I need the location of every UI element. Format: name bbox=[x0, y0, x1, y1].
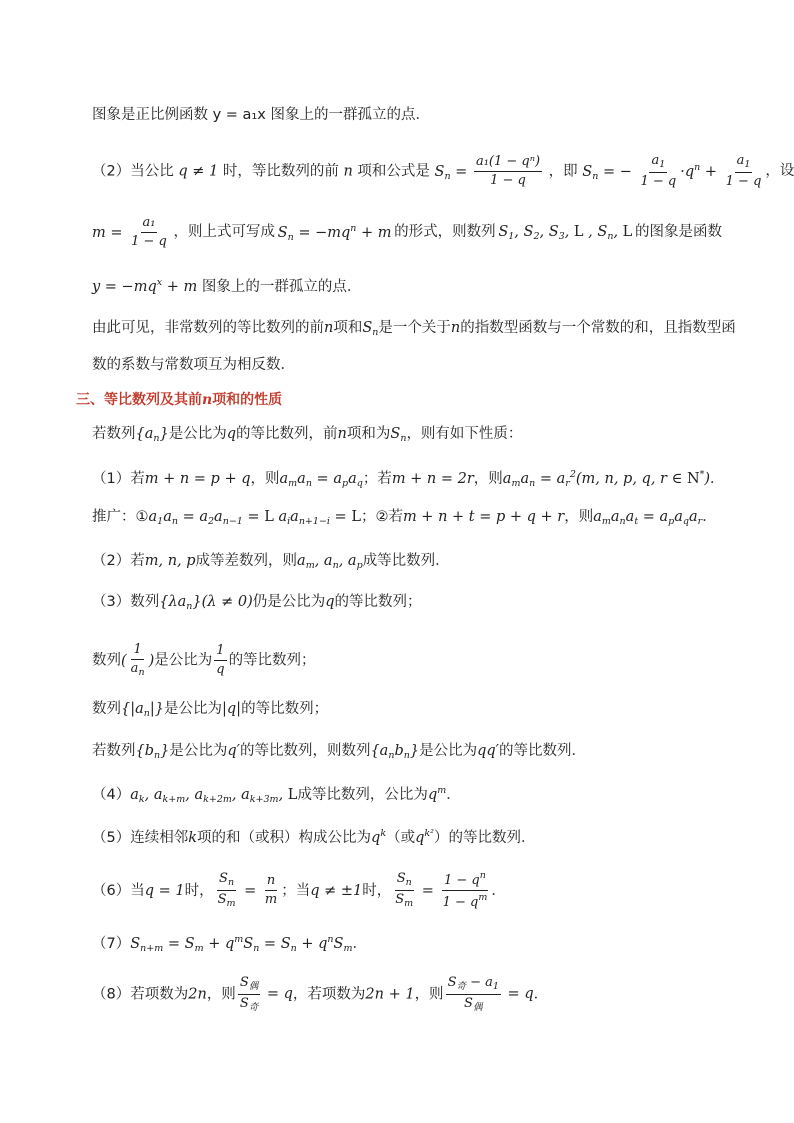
l3-a: ，则上式可写成 bbox=[173, 224, 276, 241]
property-7: $(7)S_{n+m} = S_m + q^mS_n = S_n + q^nS_m$． bbox=[92, 934, 367, 954]
sum-formula: $S_n$ = $\frac{\text{a₁(1 − qⁿ)}}{1 - q}$ bbox=[434, 153, 541, 189]
generalization: 推广：$①a_1a_n = a_2a_{n-1} = L$ $a_ia_{n+1-i} = L$；②若m + n + t = p + q + r，则$a_ma_na_t = a_pa_qa_r$． bbox=[92, 509, 717, 527]
property-6: （6）当q = 1时， $\frac{S_n}{S_m}$ = $\frac{n}{m}$ ；当q ≠ ±1时， $\frac{S_n}{S_m}$ = $\frac{1 - q^n}{1 - q^m}$ ． bbox=[92, 870, 506, 911]
text-line-4 bbox=[92, 277, 722, 296]
l2-a: （2）当公比 bbox=[92, 163, 174, 180]
l3-c: 的图象是函数 bbox=[634, 224, 722, 241]
l5-b: 项和 bbox=[333, 320, 363, 336]
l2-d: ，即 bbox=[548, 163, 578, 180]
property-3-reciprocal: 数列( $\frac{1}{a_n}$ )是公比为 $\frac{1}{q}$ 的等比数列； bbox=[92, 642, 316, 679]
property-1: （1）若m + n = p + q，则$a_ma_n = a_pa_q$；若m + n = 2r，则$a_ma_n = a_r^2(m$, n, p, q, r ∈ N*)． bbox=[92, 469, 725, 489]
l3-b: 的形式，则数列 bbox=[394, 224, 496, 241]
property-3: （3）数列$\{\lambda a_n\}(\lambda \ne 0)$仍是公比为q的等比数列； bbox=[92, 594, 422, 612]
l5-d: 的指数型函数与一个常数的和，且指数型函 bbox=[460, 320, 736, 336]
text-line-3 bbox=[92, 215, 722, 251]
property-3-bn: 若数列$\{b_n\}$是公比为q′的等比数列，则数列$\{a_nb_n\}$是公比为qq′的等比数列． bbox=[92, 743, 586, 761]
text-line-1 bbox=[92, 107, 722, 124]
text-line-6 bbox=[92, 357, 722, 374]
text-line-7: 若数列$\{a_n\}$是公比为q的等比数列，前n项和为$S_n$，则有如下性质： bbox=[92, 426, 523, 444]
m-definition: m = $\frac{\text{a₁}}{1 - q}$ bbox=[92, 215, 167, 250]
section-heading: 三、等比数列及其前n项和的性质 bbox=[76, 392, 283, 408]
property-3-abs: 数列$\{|a_n|\}$是公比为|q|的等比数列； bbox=[92, 701, 329, 719]
heading-b: 项和的性质 bbox=[212, 392, 283, 408]
property-5: （5）连续相邻k项的和（或积）构成公比为$q^k$（或$q^{k^2}$）的等比数列． bbox=[92, 828, 536, 846]
l6: 数的系数与常数项互为相反数． bbox=[92, 357, 295, 373]
sn-form: $S_n = -mq^n + m$ bbox=[277, 222, 392, 243]
sum-formula-expanded: $S_n$ = − $\frac{a_1}{1 - q}$ $\cdot q^n$ + $\frac{a_1}{1 - q}$ bbox=[582, 153, 762, 189]
heading-a: 三、等比数列及其前 bbox=[76, 392, 202, 408]
l2-c: 项和公式是 bbox=[357, 163, 430, 180]
l4: 图象上的一群孤立的点． bbox=[201, 279, 362, 295]
function-y: $y = -mq^x + m$ bbox=[92, 277, 198, 295]
l5-a: 由此可见，非常数列的等比数列的前 bbox=[92, 320, 324, 336]
sym-n: n bbox=[343, 163, 353, 180]
l5-c: 是一个关于 bbox=[378, 320, 451, 336]
property-8: （8）若项数为2n，则 $\frac{S_偶}{S_奇}$ = q，若项数为2n + 1，则 $\frac{S_奇 - a_1}{S_偶}$ = q． bbox=[92, 975, 549, 1013]
line-1-text: 图象是正比例函数 y = a₁x 图象上的一群孤立的点． bbox=[92, 107, 430, 123]
l2-b: 时，等比数列的前 bbox=[222, 163, 339, 180]
property-2: （2）若m, n, p成等差数列，则$a_m$, $a_n$, $a_p$成等比数列． bbox=[92, 553, 450, 571]
text-line-2 bbox=[92, 153, 794, 190]
sequence-s: $S_1$, $S_2$, $S_3$, L , $S_n$, L bbox=[498, 223, 633, 242]
property-4: $(4)a_k$, $a_{k+m}$, $a_{k+2m}$, $a_{k+3m}$, L成等比数列，公比为$q^m$． bbox=[92, 785, 461, 805]
l2-e: ，设 bbox=[765, 162, 794, 179]
text-line-5: 由此可见，非常数列的等比数列的前n项和$S_n$是一个关于n的指数型函数与一个常数的和，且指数型函 bbox=[92, 320, 736, 338]
cond-q-ne-1: q ≠ 1 bbox=[178, 163, 219, 180]
fraction-sum: $\frac{\text{a₁(1 − qⁿ)}}{1 - q}$ bbox=[475, 153, 541, 189]
